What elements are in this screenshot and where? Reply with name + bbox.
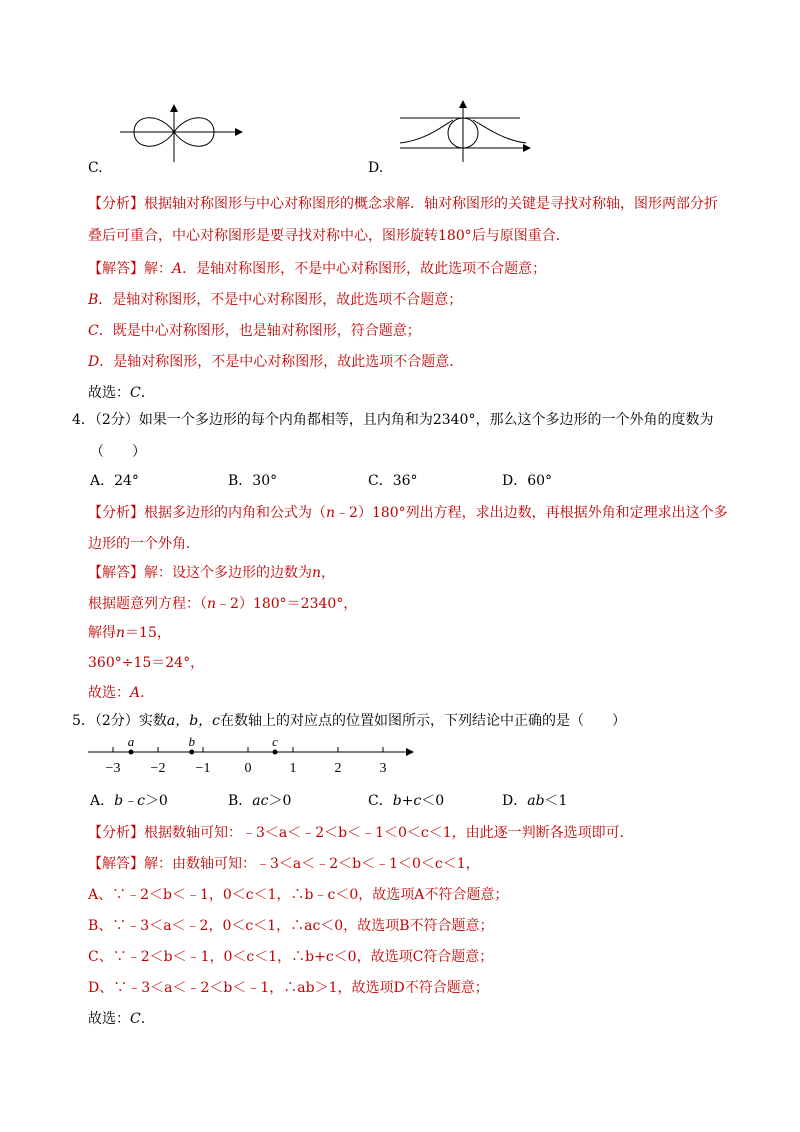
text: 根据多边形的内角和公式为（ (144, 505, 326, 521)
text: ＜0 (421, 793, 445, 809)
text: ﹣2）180°列出方程，求出边数，再根据外角和定理求出这个多 (335, 505, 728, 521)
numline-tick (290, 747, 297, 776)
numline-tick-label: −1 (195, 761, 211, 776)
numline-point-b (189, 750, 194, 755)
q4-analysis-line1 (88, 502, 728, 522)
text: A． (90, 793, 115, 809)
q4-stem-line2: （ ） (90, 444, 146, 460)
expr: b﹣c (114, 793, 145, 809)
numline-tick-label: −2 (150, 761, 166, 776)
q5-analysis (88, 822, 634, 842)
q3-answer-line1 (88, 258, 546, 278)
q5-answer-line5: D、∵﹣3＜a＜﹣2＜b＜﹣1，∴ab＞1，故选项D不符合题意； (88, 980, 489, 996)
text: 故选： (88, 1011, 130, 1027)
numline-point-a (129, 750, 134, 755)
text: ． (140, 385, 155, 401)
figure-d-curve (395, 98, 535, 163)
numline-point-label-c: c (272, 734, 278, 749)
numline-tick (106, 747, 121, 776)
q4-answer-line3 (88, 622, 171, 642)
question-number: 5． (72, 713, 95, 729)
numline-point-c (273, 750, 278, 755)
text: B． (228, 793, 253, 809)
text: ＞0 (268, 793, 292, 809)
var-n: n (116, 625, 126, 641)
text: 故选： (88, 385, 130, 401)
text: ＝15， (125, 625, 171, 641)
q5-option-b (228, 790, 291, 810)
numline-tick-label: 2 (334, 761, 342, 776)
numline-tick-label: −3 (105, 761, 121, 776)
expr: ac (252, 793, 269, 809)
q5-answer-line3: B、∵﹣3＜a＜﹣2，0＜c＜1，∴ac＜0，故选项B不符合题意； (88, 918, 494, 934)
text: 解： (144, 261, 172, 277)
text: 根据轴对称图形与中心对称图形的概念求解．轴对称图形的关键是寻找对称轴，图形两部分折 (144, 196, 718, 212)
q3-answer-line2 (88, 289, 462, 309)
numline-tick (196, 747, 211, 776)
q4-answer-line1 (88, 562, 335, 582)
text: ＞0 (144, 793, 168, 809)
text: ， (321, 565, 336, 581)
answer-tag: 【解答】 (88, 261, 144, 277)
q5-option-c (368, 790, 444, 810)
option-letter: A (130, 685, 141, 701)
answer-tag: 【解答】 (88, 565, 144, 581)
var-n: n (326, 505, 336, 521)
option-letter: C (130, 1011, 141, 1027)
question-number: 4． (72, 412, 95, 428)
q4-stem-line1 (72, 409, 713, 429)
q4-answer-line2 (88, 593, 357, 613)
numline-tick (380, 747, 387, 776)
numline-point-label-b: b (188, 734, 195, 749)
text: C． (368, 793, 393, 809)
q5-option-a (90, 790, 168, 810)
text: ． (140, 685, 155, 701)
text: 在数轴上的对应点的位置如图所示，下列结论中正确的是（ ） (220, 713, 626, 729)
option-letter: A (172, 261, 183, 277)
text: 根据数轴可知：﹣3＜a＜﹣2＜b＜﹣1＜0＜c＜1，由此逐一判断各选项即可． (144, 825, 634, 841)
text: ． (140, 1011, 155, 1027)
numline-tick (335, 747, 342, 776)
expr: ab (527, 793, 545, 809)
expr: b+c (392, 793, 422, 809)
q4-analysis-line2: 边形的一个外角． (88, 536, 200, 552)
option-letter: D (88, 354, 100, 370)
text: 解：由数轴可知：﹣3＜a＜﹣2＜b＜﹣1＜0＜c＜1， (144, 856, 480, 872)
text: ﹣2）180°＝2340°， (216, 596, 358, 612)
answer-tag: 【解答】 (88, 856, 144, 872)
numline-tick-label: 3 (379, 761, 387, 776)
q3-answer-line3 (88, 320, 421, 340)
figure-d-label: D. (368, 160, 384, 176)
text: ．是轴对称图形，不是中心对称图形，故此选项不合题意； (182, 261, 547, 277)
text: ．是轴对称图形，不是中心对称图形，故此选项不合题意． (99, 354, 464, 370)
q3-analysis-line2: 叠后可重合，中心对称图形是要寻找对称中心，图形旋转180°后与原图重合． (88, 228, 570, 244)
text: ＜1 (544, 793, 568, 809)
text: D． (502, 793, 528, 809)
q4-option-d: D．60° (502, 473, 553, 489)
option-letter: C (130, 385, 141, 401)
q5-answer-line1 (88, 853, 480, 873)
figure-c-lemniscate (110, 104, 250, 164)
q5-answer-line4: C、∵﹣2＜b＜﹣1，0＜c＜1，∴b+c＜0，故选项C符合题意； (88, 949, 494, 965)
analysis-tag: 【分析】 (88, 505, 144, 521)
numline-tick (151, 747, 166, 776)
numline-tick-label: 1 (289, 761, 297, 776)
text: 解得 (88, 625, 116, 641)
analysis-tag: 【分析】 (88, 196, 144, 212)
text: 根据题意列方程：（ (88, 596, 207, 612)
q4-option-b: B．30° (228, 473, 278, 489)
q3-analysis-line1 (88, 193, 718, 213)
text: 故选： (88, 685, 130, 701)
var-n: n (312, 565, 322, 581)
var-n: n (207, 596, 217, 612)
q4-option-a: A．24° (90, 473, 139, 489)
numline-tick (245, 747, 252, 776)
q4-choice (88, 682, 154, 702)
text: ．既是中心对称图形，也是轴对称图形，符合题意； (98, 323, 421, 339)
q5-choice (88, 1008, 155, 1028)
question-text: （2分）如果一个多边形的每个内角都相等，且内角和为2340°，那么这个多边形的一个外角的度数为 (94, 412, 714, 428)
q5-answer-line2: A、∵﹣2＜b＜﹣1，0＜c＜1，∴b﹣c＜0，故选项A不符合题意； (88, 887, 509, 903)
q3-choice (88, 382, 155, 402)
variables: a，b，c (166, 713, 220, 729)
text: ．是轴对称图形，不是中心对称图形，故此选项不合题意； (98, 292, 463, 308)
text: 解：设这个多边形的边数为 (144, 565, 312, 581)
numline-point-label-a: a (127, 734, 135, 749)
option-letter: C (88, 323, 99, 339)
option-letter: B (88, 292, 99, 308)
q5-option-d (502, 790, 567, 810)
number-line (88, 735, 418, 785)
q5-stem (72, 710, 626, 730)
q4-option-c: C．36° (368, 473, 418, 489)
q3-answer-line4 (88, 351, 463, 371)
figure-c-label: C. (88, 160, 103, 176)
analysis-tag: 【分析】 (88, 825, 144, 841)
numline-tick-label: 0 (244, 761, 252, 776)
q4-answer-line4: 360°÷15＝24°， (88, 655, 205, 671)
text: （2分）实数 (94, 713, 167, 729)
